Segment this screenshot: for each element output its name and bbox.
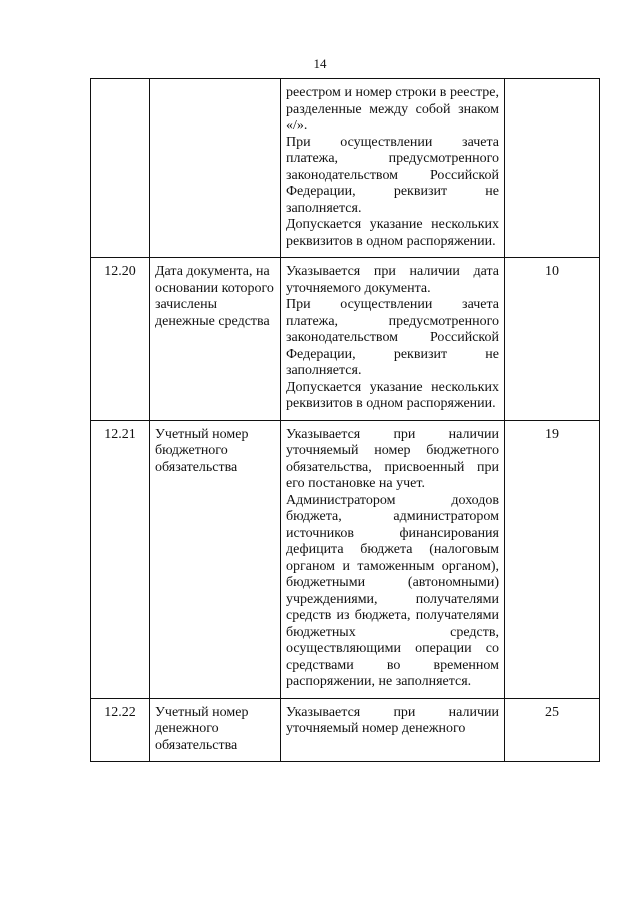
- description-paragraph: Указывается при наличии уточняемый номер денежного: [286, 704, 499, 736]
- table-row: [91, 698, 600, 762]
- requisite-name: [150, 79, 281, 258]
- table-row: [91, 420, 600, 698]
- requisite-name: Учетный номер бюджетного обязательства: [150, 420, 281, 698]
- requisite-length: [505, 79, 600, 258]
- requisite-length: 10: [505, 258, 600, 421]
- row-number: 12.20: [91, 258, 150, 421]
- row-number: 12.22: [91, 698, 150, 762]
- description-paragraph: Допускается указание нескольких реквизитов в одном распоряжении.: [286, 379, 499, 411]
- requisite-name: Учетный номер денежного обязательства: [150, 698, 281, 762]
- requisite-description: [281, 420, 505, 698]
- row-number: 12.21: [91, 420, 150, 698]
- description-paragraph: При осуществлении зачета платежа, предусмотренного законодательством Российской Федерации, реквизит не заполняется.: [286, 297, 499, 378]
- requisites-table: [90, 78, 600, 762]
- requisite-description: [281, 698, 505, 762]
- description-paragraph: При осуществлении зачета платежа, предусмотренного законодательством Российской Федерации, реквизит не заполняется.: [286, 134, 499, 216]
- description-paragraph: Указывается при наличии дата уточняемого документа.: [286, 264, 499, 296]
- table-row: [91, 79, 600, 258]
- page-number: 14: [313, 56, 327, 71]
- requisite-description: [281, 79, 505, 258]
- requisite-description: [281, 258, 505, 421]
- requisite-length: 19: [505, 420, 600, 698]
- description-paragraph: Администратором доходов бюджета, администратором источников финансирования дефицита бюджета (налоговым органом и таможенным органом), бюджетными (автономными) учреждениями, получателями средств из бюджета, получателями бюджетных средств, осуществляющими операции со средствами во временном распоряжении, не заполняется.: [286, 492, 499, 689]
- description-paragraph: Допускается указание нескольких реквизитов в одном распоряжении.: [286, 217, 499, 249]
- row-number: [91, 79, 150, 258]
- requisite-length: 25: [505, 698, 600, 762]
- description-paragraph: реестром и номер строки в реестре, разделенные между собой знаком «/».: [286, 85, 499, 133]
- requisite-name: Дата документа, на основании которого зачислены денежные средства: [150, 258, 281, 421]
- description-paragraph: Указывается при наличии уточняемый номер бюджетного обязательства, присвоенный при его постановке на учет.: [286, 426, 499, 491]
- table-row: [91, 258, 600, 421]
